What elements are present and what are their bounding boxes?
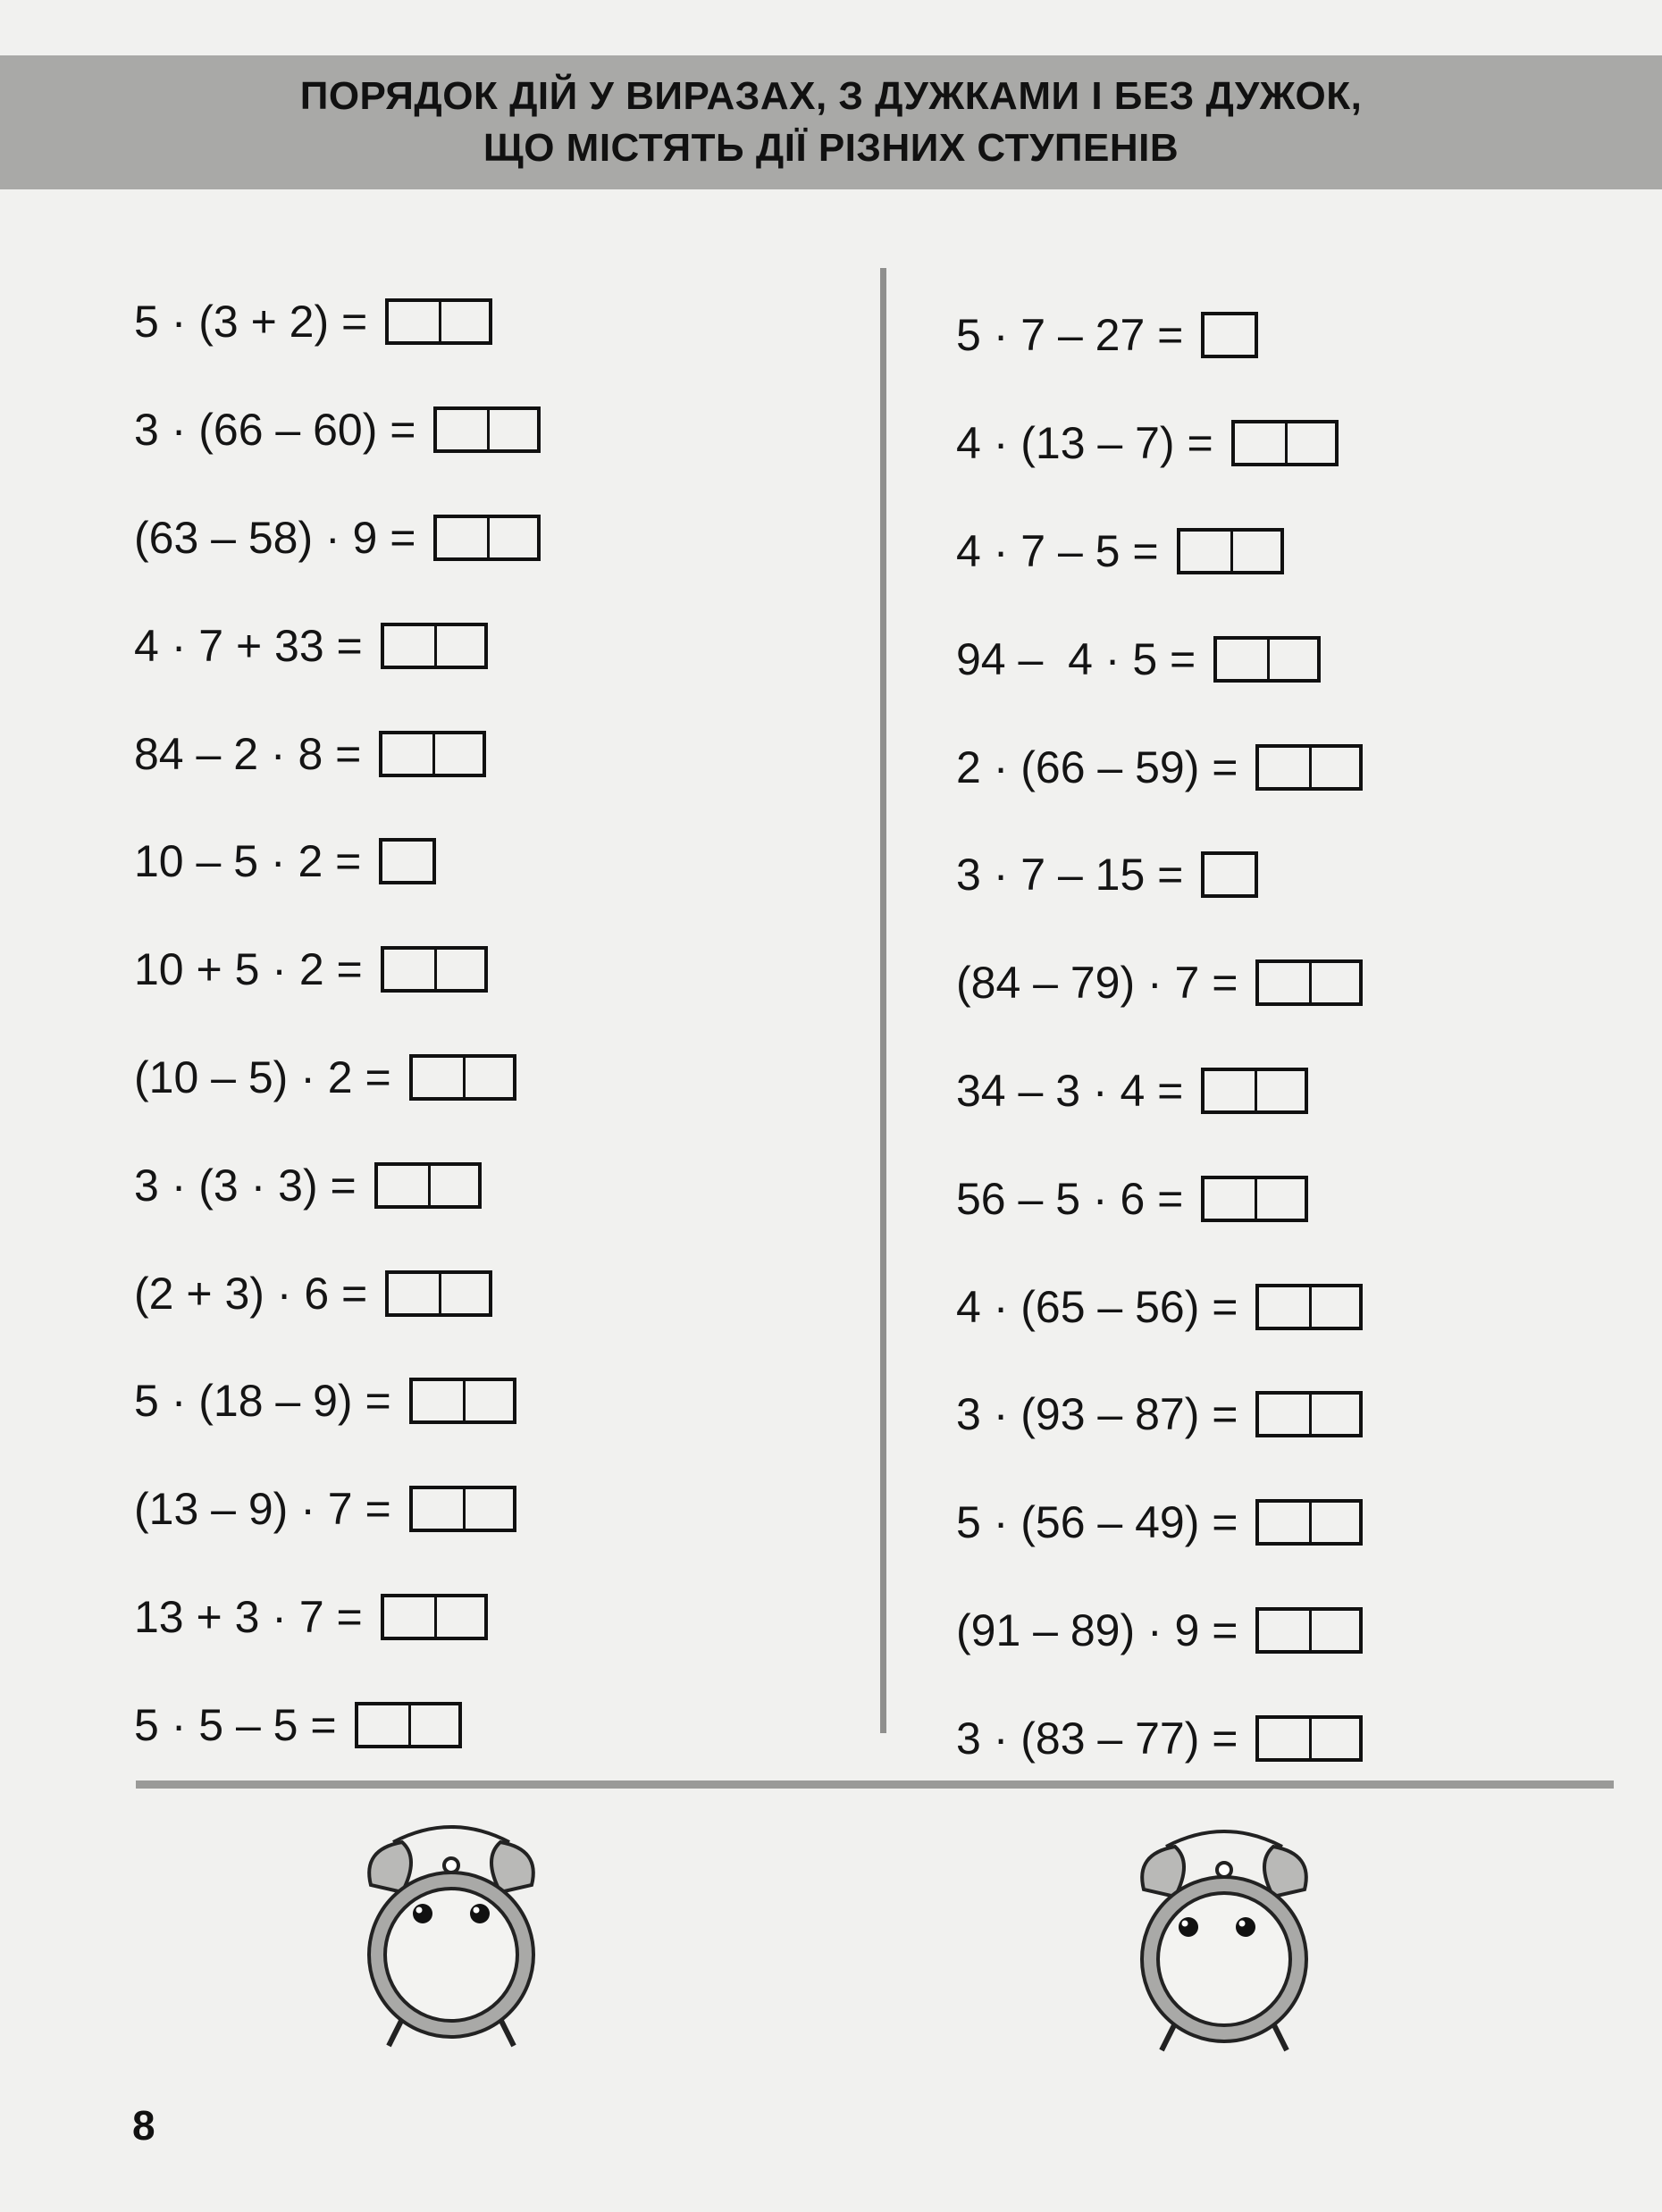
exercise-expression: 2 · (66 – 59) = — [956, 742, 1238, 792]
answer-digit-cell[interactable] — [413, 1489, 463, 1529]
answer-digit-cell[interactable] — [1309, 1719, 1359, 1758]
exercise-expression: 5 · 5 – 5 = — [134, 1699, 337, 1750]
exercise-expression: 3 · 7 – 15 = — [956, 850, 1184, 901]
answer-box[interactable] — [1231, 420, 1339, 466]
answer-digit-cell[interactable] — [384, 626, 434, 666]
answer-box[interactable] — [381, 623, 488, 669]
answer-digit-cell[interactable] — [1205, 1179, 1255, 1219]
header-banner — [0, 55, 1662, 189]
exercise-row — [956, 929, 1599, 1037]
answer-box[interactable] — [355, 1702, 462, 1748]
exercise-expression: 3 · (83 – 77) = — [956, 1713, 1238, 1764]
exercise-expression: 13 + 3 · 7 = — [134, 1591, 363, 1642]
answer-digit-cell[interactable] — [389, 302, 439, 341]
answer-digit-cell[interactable] — [1259, 1719, 1309, 1758]
answer-digit-cell[interactable] — [384, 950, 434, 989]
answer-digit-cell[interactable] — [1180, 532, 1230, 571]
exercise-row — [956, 821, 1599, 929]
exercise-expression: 56 – 5 · 6 = — [956, 1173, 1184, 1224]
exercise-row — [956, 1253, 1599, 1361]
exercise-expression: 4 · 7 – 5 = — [956, 525, 1159, 576]
answer-digit-cell[interactable] — [434, 950, 484, 989]
exercise-row — [956, 713, 1599, 821]
answer-digit-cell[interactable] — [437, 518, 487, 557]
answer-digit-cell[interactable] — [1259, 748, 1309, 787]
answer-digit-cell[interactable] — [1205, 1071, 1255, 1110]
answer-digit-cell[interactable] — [487, 518, 537, 557]
answer-digit-cell[interactable] — [1259, 1503, 1309, 1542]
exercise-row — [134, 700, 867, 808]
exercise-row — [134, 1131, 867, 1239]
exercise-expression: 4 · (13 – 7) = — [956, 418, 1213, 469]
right-exercise-column — [956, 281, 1599, 1792]
exercise-expression: (63 – 58) · 9 = — [134, 512, 416, 563]
answer-box[interactable] — [381, 1594, 488, 1640]
answer-box[interactable] — [374, 1162, 482, 1209]
exercise-row — [134, 1563, 867, 1672]
answer-digit-cell[interactable] — [1309, 1503, 1359, 1542]
answer-digit-cell[interactable] — [439, 1274, 489, 1313]
exercise-expression: (10 – 5) · 2 = — [134, 1052, 391, 1102]
answer-digit-cell[interactable] — [1309, 748, 1359, 787]
exercise-row — [956, 1469, 1599, 1577]
exercise-row — [134, 1024, 867, 1132]
header-title-line2: ЩО МІСТЯТЬ ДІЇ РІЗНИХ СТУПЕНІВ — [483, 126, 1179, 170]
answer-digit-cell[interactable] — [1267, 640, 1317, 679]
answer-digit-cell[interactable] — [1259, 1395, 1309, 1434]
exercise-expression: (13 – 9) · 7 = — [134, 1484, 391, 1535]
answer-digit-cell[interactable] — [1230, 532, 1280, 571]
answer-box[interactable] — [409, 1378, 516, 1424]
answer-box[interactable] — [1213, 636, 1321, 683]
exercise-expression: 3 · (3 · 3) = — [134, 1160, 357, 1211]
exercise-expression: 34 – 3 · 4 = — [956, 1065, 1184, 1116]
answer-box[interactable] — [433, 515, 541, 561]
exercise-row — [956, 281, 1599, 390]
exercise-expression: 5 · (3 + 2) = — [134, 297, 368, 348]
answer-digit-cell[interactable] — [434, 626, 484, 666]
answer-digit-cell[interactable] — [384, 1597, 434, 1637]
answer-digit-cell[interactable] — [358, 1705, 408, 1745]
exercise-expression: 84 – 2 · 8 = — [134, 728, 362, 779]
answer-box[interactable] — [385, 1270, 492, 1317]
left-exercise-column — [134, 268, 867, 1779]
exercise-expression: (84 – 79) · 7 = — [956, 958, 1238, 1009]
answer-box[interactable] — [1177, 528, 1284, 574]
exercise-expression: 94 – 4 · 5 = — [956, 633, 1196, 684]
exercise-expression: (2 + 3) · 6 = — [134, 1268, 368, 1319]
answer-box[interactable] — [1255, 1607, 1363, 1654]
answer-digit-cell[interactable] — [1205, 315, 1255, 355]
exercise-row — [956, 1684, 1599, 1792]
exercise-row — [134, 808, 867, 916]
exercise-expression: 4 · 7 + 33 = — [134, 620, 363, 671]
answer-digit-cell[interactable] — [463, 1058, 513, 1097]
exercise-row — [134, 376, 867, 484]
exercise-row — [956, 1144, 1599, 1253]
exercise-row — [134, 1347, 867, 1455]
answer-box[interactable] — [1255, 1715, 1363, 1762]
answer-box[interactable] — [1255, 1391, 1363, 1437]
exercise-expression: 3 · (93 – 87) = — [956, 1389, 1238, 1440]
answer-digit-cell[interactable] — [463, 1489, 513, 1529]
exercise-row — [134, 591, 867, 700]
exercise-expression: 5 · (56 – 49) = — [956, 1497, 1238, 1548]
exercise-row — [956, 498, 1599, 606]
exercise-expression: 4 · (65 – 56) = — [956, 1281, 1238, 1332]
answer-digit-cell[interactable] — [378, 1166, 428, 1205]
answer-box[interactable] — [1201, 312, 1258, 358]
answer-box[interactable] — [1255, 744, 1363, 791]
exercise-row — [134, 1455, 867, 1563]
answer-digit-cell[interactable] — [1205, 855, 1255, 894]
answer-box[interactable] — [1201, 1068, 1308, 1114]
exercise-row — [134, 916, 867, 1024]
answer-digit-cell[interactable] — [389, 1274, 439, 1313]
answer-digit-cell[interactable] — [1217, 640, 1267, 679]
answer-digit-cell[interactable] — [428, 1166, 478, 1205]
answer-digit-cell[interactable] — [382, 842, 432, 881]
answer-digit-cell[interactable] — [1259, 1287, 1309, 1327]
header-title-line1: ПОРЯДОК ДІЙ У ВИРАЗАХ, З ДУЖКАМИ І БЕЗ ДУЖОК, — [299, 74, 1363, 118]
answer-digit-cell[interactable] — [1285, 423, 1335, 463]
answer-digit-cell[interactable] — [1309, 963, 1359, 1002]
answer-digit-cell[interactable] — [1259, 963, 1309, 1002]
answer-digit-cell[interactable] — [1235, 423, 1285, 463]
answer-digit-cell[interactable] — [439, 302, 489, 341]
exercise-row — [134, 1239, 867, 1347]
answer-box[interactable] — [1201, 1176, 1308, 1222]
answer-digit-cell[interactable] — [413, 1058, 463, 1097]
column-divider — [880, 268, 886, 1733]
exercise-row — [134, 1671, 867, 1779]
answer-digit-cell[interactable] — [1255, 1179, 1305, 1219]
answer-box[interactable] — [409, 1486, 516, 1532]
exercise-expression: 5 · (18 – 9) = — [134, 1376, 391, 1427]
exercise-expression: 3 · (66 – 60) = — [134, 405, 416, 456]
answer-digit-cell[interactable] — [1255, 1071, 1305, 1110]
answer-digit-cell[interactable] — [1309, 1611, 1359, 1650]
answer-digit-cell[interactable] — [413, 1381, 463, 1420]
answer-digit-cell[interactable] — [463, 1381, 513, 1420]
page-number: 8 — [132, 2102, 155, 2149]
exercise-row — [134, 268, 867, 376]
answer-digit-cell[interactable] — [1309, 1395, 1359, 1434]
exercise-row — [956, 1577, 1599, 1685]
answer-digit-cell[interactable] — [1309, 1287, 1359, 1327]
exercise-row — [134, 484, 867, 592]
horizontal-rule — [136, 1780, 1614, 1789]
answer-digit-cell[interactable] — [408, 1705, 458, 1745]
exercise-row — [956, 1361, 1599, 1469]
alarm-clock-icon — [353, 1822, 550, 2064]
exercise-expression: 10 – 5 · 2 = — [134, 836, 362, 887]
exercise-expression: 10 + 5 · 2 = — [134, 944, 363, 995]
answer-box[interactable] — [1255, 1284, 1363, 1330]
exercise-expression: 5 · 7 – 27 = — [956, 310, 1184, 361]
answer-digit-cell[interactable] — [432, 734, 483, 774]
answer-digit-cell[interactable] — [1259, 1611, 1309, 1650]
answer-box[interactable] — [433, 406, 541, 453]
answer-digit-cell[interactable] — [437, 410, 487, 449]
answer-box[interactable] — [381, 946, 488, 993]
answer-box[interactable] — [1255, 959, 1363, 1006]
alarm-clock-icon — [1126, 1827, 1322, 2068]
answer-digit-cell[interactable] — [434, 1597, 484, 1637]
exercise-expression: (91 – 89) · 9 = — [956, 1605, 1238, 1655]
exercise-row — [956, 605, 1599, 713]
answer-box[interactable] — [379, 731, 486, 777]
answer-digit-cell[interactable] — [382, 734, 432, 774]
answer-digit-cell[interactable] — [487, 410, 537, 449]
answer-box[interactable] — [1201, 851, 1258, 898]
answer-box[interactable] — [1255, 1499, 1363, 1546]
answer-box[interactable] — [409, 1054, 516, 1101]
exercise-row — [956, 390, 1599, 498]
answer-box[interactable] — [385, 298, 492, 345]
answer-box[interactable] — [379, 838, 436, 884]
exercise-row — [956, 1037, 1599, 1145]
